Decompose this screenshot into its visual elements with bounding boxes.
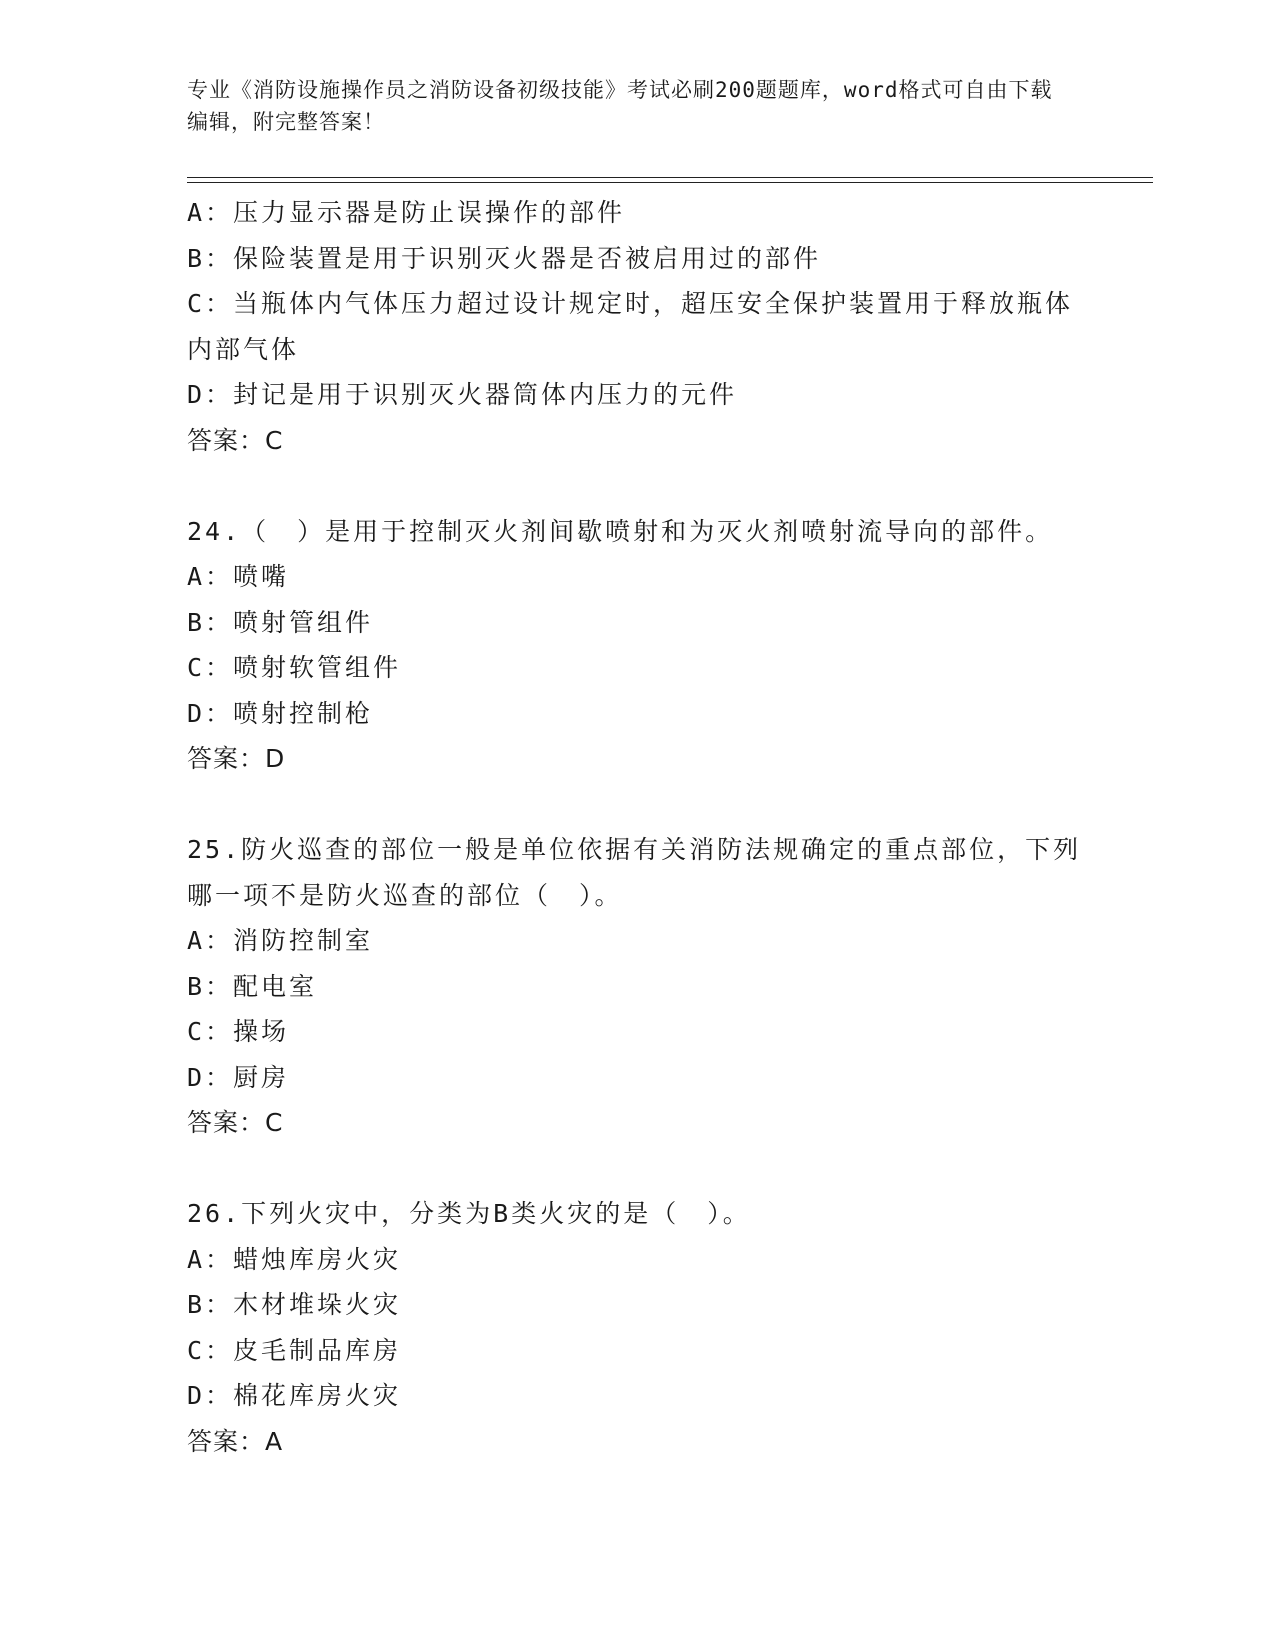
option-d: D：棉花库房火灾	[187, 1381, 402, 1410]
option-c: C：皮毛制品库房	[187, 1335, 402, 1365]
question-block-23	[187, 190, 1087, 463]
header-rule-top	[187, 177, 1153, 178]
document-header: 专业《消防设施操作员之消防设备初级技能》考试必刷200题题库，word格式可自由下载编辑，附完整答案！	[187, 78, 1053, 134]
option-a: A：蜡烛库房火灾	[187, 1244, 402, 1274]
option-c: C：操场	[187, 1017, 290, 1046]
option-b: B：喷射管组件	[187, 607, 374, 637]
option-a: A：喷嘴	[187, 562, 290, 591]
question-list	[187, 190, 1087, 1464]
answer: 答案：C	[187, 1108, 284, 1137]
option-c: C：喷射软管组件	[187, 653, 402, 682]
option-a: A：压力显示器是防止误操作的部件	[187, 198, 626, 227]
block-spacer	[187, 782, 1087, 828]
answer: 答案：C	[187, 425, 284, 455]
question-stem: 25.防火巡查的部位一般是单位依据有关消防法规确定的重点部位，下列哪一项不是防火巡查的部位（ ）。	[187, 835, 1082, 910]
question-block-24	[187, 509, 1087, 782]
answer: 答案：D	[187, 744, 286, 773]
question-stem: 26.下列火灾中，分类为B类火灾的是（ ）。	[187, 1199, 751, 1228]
option-b: B：保险装置是用于识别灭火器是否被启用过的部件	[187, 243, 822, 273]
block-spacer	[187, 1146, 1087, 1192]
option-c: C：当瓶体内气体压力超过设计规定时，超压安全保护装置用于释放瓶体内部气体	[187, 289, 1074, 364]
option-b: B：配电室	[187, 971, 318, 1001]
question-block-26	[187, 1191, 1087, 1464]
header-rule-bottom	[187, 182, 1153, 183]
question-block-25	[187, 827, 1087, 1146]
question-stem: 24.（ ）是用于控制灭火剂间歇喷射和为灭火剂喷射流导向的部件。	[187, 516, 1054, 546]
option-a: A：消防控制室	[187, 926, 374, 955]
answer: 答案：A	[187, 1426, 284, 1456]
option-b: B：木材堆垛火灾	[187, 1290, 402, 1319]
block-spacer	[187, 463, 1087, 509]
option-d: D：喷射控制枪	[187, 698, 374, 728]
option-d: D：封记是用于识别灭火器筒体内压力的元件	[187, 380, 738, 409]
option-d: D：厨房	[187, 1062, 290, 1092]
